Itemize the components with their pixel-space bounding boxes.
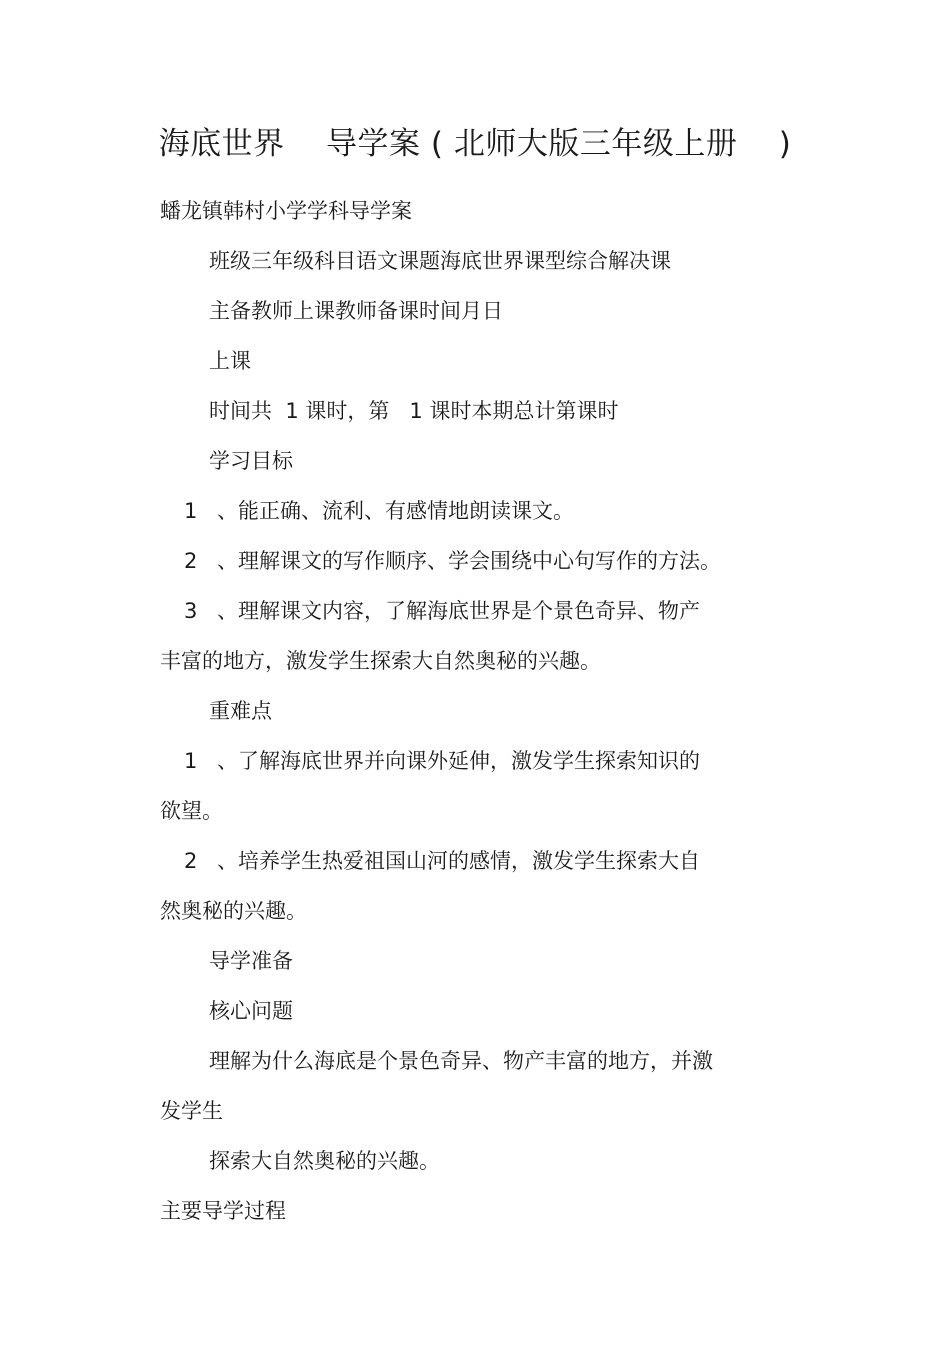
core-question-text-end: 探索大自然奥秘的兴趣。 [209,1149,440,1173]
goal-text: 、能正确、流利、有感情地朗读课文。 [217,499,574,523]
key-point-item [160,746,700,776]
core-question-text: 理解为什么海底是个景色奇异、物产丰富的地方，并激 [209,1049,713,1073]
goal-text: 、理解课文的写作顺序、学会围绕中心句写作的方法。 [217,549,721,573]
info-class-label: 上课 [209,349,251,373]
goal-item [160,596,700,626]
info-class-subject: 班级三年级科目语文课题海底世界课型综合解决课 [209,249,671,273]
key-point-text-continued: 然奥秘的兴趣。 [160,899,307,923]
key-point-item [160,846,700,876]
info-class-time: 时间共 1 课时，第 1 课时本期总计第课时 [209,399,619,423]
goals-heading: 学习目标 [209,449,293,473]
info-teachers: 主备教师上课教师备课时间月日 [209,299,503,323]
goal-item [160,496,574,526]
key-point-number: 1 [184,749,198,773]
goal-text: 、理解课文内容，了解海底世界是个景色奇异、物产 [217,599,700,623]
preparation-heading: 导学准备 [209,949,293,973]
key-point-text-continued: 欲望。 [160,799,223,823]
school-header: 蟠龙镇韩村小学学科导学案 [160,199,412,223]
goal-number: 3 [184,599,198,623]
goal-number: 1 [184,499,198,523]
goal-number: 2 [184,549,198,573]
goal-item [160,546,721,576]
key-point-number: 2 [184,849,198,873]
goal-text-continued: 丰富的地方，激发学生探索大自然奥秘的兴趣。 [160,649,601,673]
key-point-text: 、了解海底世界并向课外延伸，激发学生探索知识的 [217,749,700,773]
document-title: 海底世界 导学案 ( 北师大版三年级上册 ) [158,126,792,162]
core-question-text-continued: 发学生 [160,1099,223,1123]
key-point-text: 、培养学生热爱祖国山河的感情，激发学生探索大自 [217,849,700,873]
core-question-heading: 核心问题 [209,999,293,1023]
process-heading: 主要导学过程 [160,1199,286,1223]
key-points-heading: 重难点 [209,699,272,723]
